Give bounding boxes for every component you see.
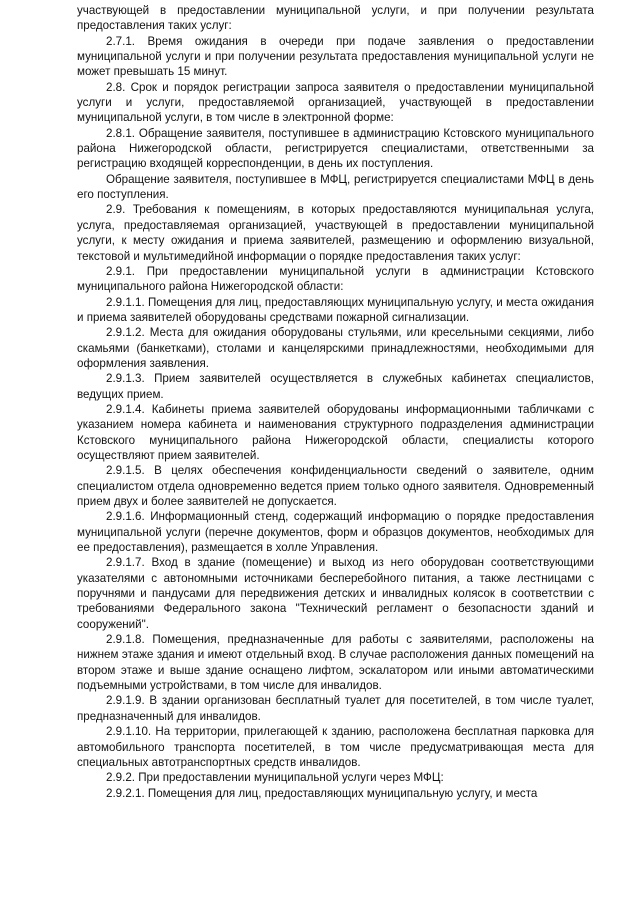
paragraph-2-9-1-5: 2.9.1.5. В целях обеспечения конфиденциальности сведений о заявителе, одним специалистом отдела одновременно ведется прием только одного заявителя. Одновременный прием двух и более заявителей не допускается. xyxy=(77,464,594,508)
paragraph-2-9-1-2: 2.9.1.2. Места для ожидания оборудованы стульями, или кресельными секциями, либо скамьями (банкетками), столами и канцелярскими принадлежностями, необходимыми для оформления заявления. xyxy=(77,326,594,370)
paragraph-2-8: 2.8. Срок и порядок регистрации запроса заявителя о предоставлении муниципальной услуги и услуги, предоставляемой организацией, участвующей в предоставлении муниципальной услуги, в том числе в электронной форме: xyxy=(77,80,594,125)
paragraph-2-7-1: 2.7.1. Время ожидания в очереди при подаче заявления о предоставлении муниципальной услуги и при получении результата предоставления муниципальной услуги не может превышать 15 минут. xyxy=(77,34,594,79)
paragraph-2-9: 2.9. Требования к помещениям, в которых предоставляются муниципальная услуга, услуга, предоставляемая организацией, участвующей в предоставлении муниципальной услуги, к месту ожидания и приема заявителей, размещению и оформлению визуальной, текстовой и мультимедийной информации о порядке предоставления таких услуг: xyxy=(77,203,594,263)
paragraph-continuation: участвующей в предоставлении муниципальной услуги, и при получении результата предоставления таких услуг: xyxy=(77,4,594,33)
paragraph-2-9-2-1: 2.9.2.1. Помещения для лиц, предоставляющих муниципальную услугу, и места xyxy=(106,786,538,800)
paragraph-2-9-1-1: 2.9.1.1. Помещения для лиц, предоставляющих муниципальную услугу, и места ожидания и приема заявителей оборудованы средствами пожарной сигнализации. xyxy=(77,295,594,324)
paragraph-2-9-1-9: 2.9.1.9. В здании организован бесплатный туалет для посетителей, в том числе туалет, предназначенный для инвалидов. xyxy=(77,694,594,723)
paragraph-2-9-1-4: 2.9.1.4. Кабинеты приема заявителей оборудованы информационными табличками с указанием номера кабинета и наименования структурного подразделения администрации Кстовского муниципального района Нижегородской области, специалисты которого осуществляют прием заявителей. xyxy=(77,402,594,462)
paragraph-2-9-1-10: 2.9.1.10. На территории, прилегающей к зданию, расположена бесплатная парковка для автомобильного транспорта посетителей, в том числе предусматривающая места для специальных автотранспортных средств инвалидов. xyxy=(77,725,594,769)
paragraph-2-9-1-8: 2.9.1.8. Помещения, предназначенные для работы с заявителями, расположены на нижнем этаже здания и имеют отдельный вход. В случае расположения данных помещений на втором этаже и выше здание оснащено лифтом, эскалатором или иными автоматическими подъемными устройствами, в том числе для инвалидов. xyxy=(77,633,594,693)
paragraph-2-9-1-7: 2.9.1.7. Вход в здание (помещение) и выход из него оборудован соответствующими указателями с автономными источниками бесперебойного питания, а также лестницами с поручнями и пандусами для передвижения детских и инвалидных колясок в соответствии с требованиями Федерального закона "Технический регламент о безопасности зданий и сооружений". xyxy=(77,556,594,631)
paragraph-2-9-2: 2.9.2. При предоставлении муниципальной услуги через МФЦ: xyxy=(106,771,444,785)
paragraph-2-9-1-3: 2.9.1.3. Прием заявителей осуществляется в служебных кабинетах специалистов, ведущих прием. xyxy=(77,372,594,401)
paragraph-2-8-1: 2.8.1. Обращение заявителя, поступившее в администрацию Кстовского муниципального района Нижегородской области, регистрируется специалистами, ответственными за регистрацию входящей корреспонденции, в день их поступления. xyxy=(77,126,594,171)
paragraph-2-9-1: 2.9.1. При предоставлении муниципальной услуги в администрации Кстовского муниципального района Нижегородской области: xyxy=(77,264,594,294)
paragraph-mfc-registration: Обращение заявителя, поступившее в МФЦ, регистрируется специалистами МФЦ в день его поступления. xyxy=(77,172,594,202)
paragraph-2-9-1-6: 2.9.1.6. Информационный стенд, содержащий информацию о порядке предоставления муниципальной услуги (перечне документов, форм и образцов документов, необходимых для ее предоставления), размещается в холле Управления. xyxy=(77,510,594,555)
